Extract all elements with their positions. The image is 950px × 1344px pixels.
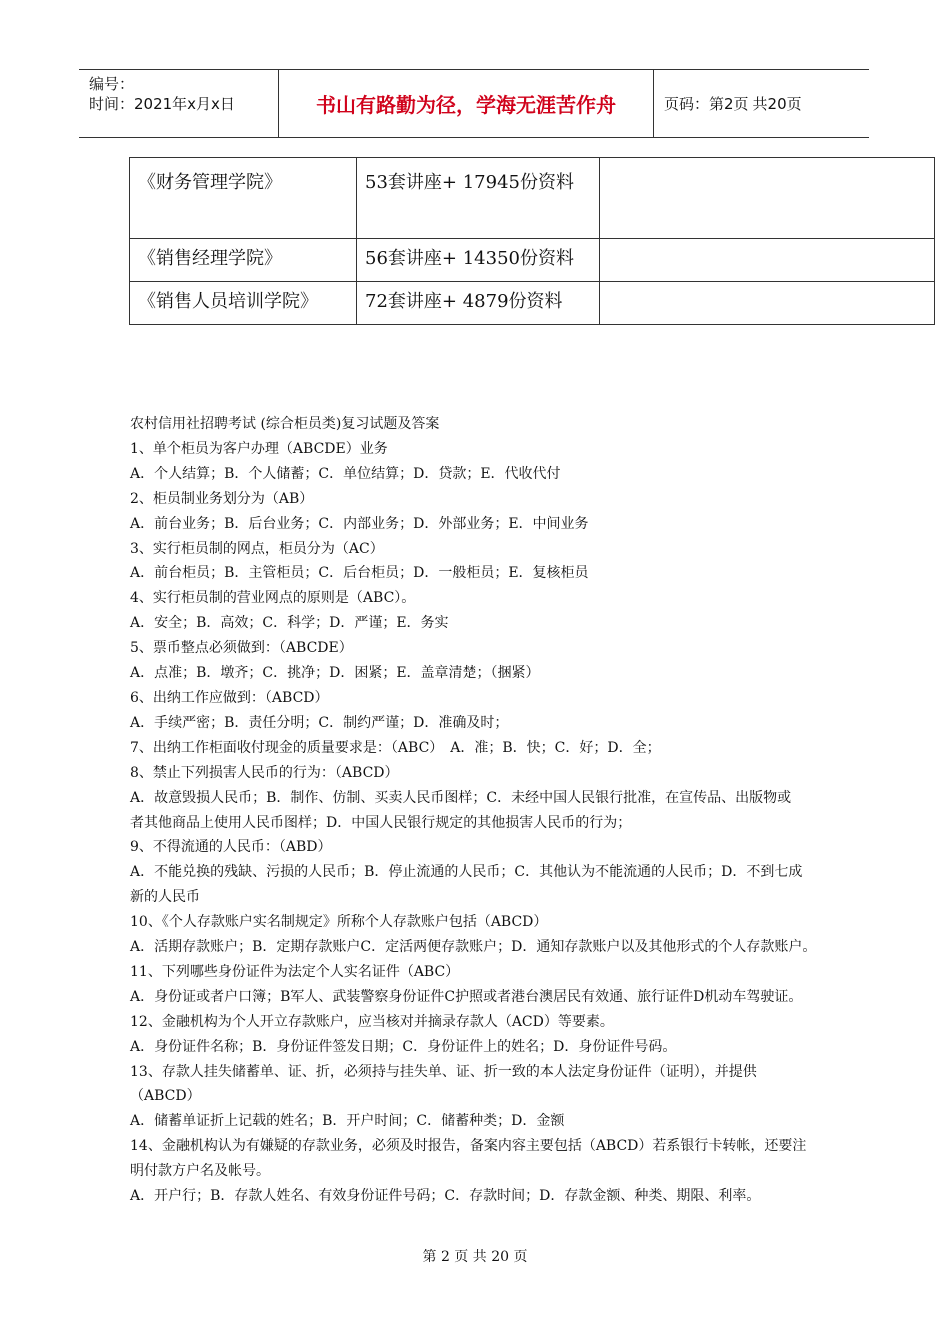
content-line: 3、实行柜员制的网点，柜员分为（AC） <box>130 540 384 557</box>
content-line: 5、票币整点必须做到：（ABCDE） <box>130 640 353 657</box>
header-motto: 书山有路勤为径，学海无涯苦作舟 <box>279 70 654 137</box>
content-line: 4、实行柜员制的营业网点的原则是（ABC）。 <box>130 590 416 607</box>
content-line: 9、不得流通的人民币：（ABD） <box>130 839 332 856</box>
table-row <box>130 282 935 325</box>
resource-name: 《财务管理学院》 <box>130 158 357 239</box>
content-line: 14、金融机构认为有嫌疑的存款业务，必须及时报告，备案内容主要包括（ABCD）若系银行卡转帐，还要注 <box>130 1138 807 1155</box>
content-line: 明付款方户名及帐号。 <box>130 1163 270 1180</box>
page-footer: 第 2 页 共 20 页 <box>422 1249 528 1265</box>
header-page-info <box>654 70 869 137</box>
content-line: 7、出纳工作柜面收付现金的质量要求是：（ABC） A．准；B．快；C．好；D．全； <box>130 739 661 756</box>
content-line: 12、金融机构为个人开立存款账户，应当核对并摘录存款人（ACD）等要素。 <box>130 1013 614 1030</box>
content-line: 1、单个柜员为客户办理（ABCDE）业务 <box>130 440 388 457</box>
content-line: 8、禁止下列损害人民币的行为：（ABCD） <box>130 764 399 781</box>
header-page-total: 共20页 <box>752 95 802 113</box>
content-line: A．点准；B．墩齐；C．挑净；D．困紧；E．盖章清楚；（捆紧） <box>130 665 540 682</box>
content-line: 6、出纳工作应做到：（ABCD） <box>130 689 329 706</box>
content-line: A．手续严密；B．责任分明；C．制约严谨；D．准确及时； <box>130 714 509 731</box>
content-line: 者其他商品上使用人民币图样；D．中国人民银行规定的其他损害人民币的行为； <box>130 814 632 831</box>
content-line: A．储蓄单证折上记载的姓名；B．开户时间；C．储蓄种类；D．金额 <box>130 1113 565 1130</box>
header-page-number: 页码：第2页 <box>664 95 749 113</box>
resource-extra <box>600 239 935 282</box>
exam-content <box>130 412 830 1209</box>
exam-title: 农村信用社招聘考试 (综合柜员类)复习试题及答案 <box>130 416 440 432</box>
header-meta <box>79 70 279 137</box>
content-line: A．身份证件名称；B．身份证件签发日期；C．身份证件上的姓名；D．身份证件号码。 <box>130 1038 677 1055</box>
content-line: 2、柜员制业务划分为（AB） <box>130 490 314 507</box>
resource-name: 《销售经理学院》 <box>130 239 357 282</box>
table-row <box>130 239 935 282</box>
content-line: A．开户行；B．存款人姓名、有效身份证件号码；C．存款时间；D．存款金额、种类、期限、利率。 <box>130 1188 761 1205</box>
content-line: A．个人结算；B．个人储蓄；C．单位结算；D．贷款；E．代收代付 <box>130 465 561 482</box>
content-line: 新的人民币 <box>130 889 200 906</box>
page-header <box>79 69 869 138</box>
resource-desc: 72套讲座+ 4879份资料 <box>357 282 600 325</box>
content-line: A．安全；B．高效；C．科学；D．严谨；E．务实 <box>130 615 449 632</box>
content-line: 13、存款人挂失储蓄单、证、折，必须持与挂失单、证、折一致的本人法定身份证件（证明），并提供 <box>130 1063 757 1080</box>
content-line: （ABCD） <box>130 1088 201 1105</box>
exam-lines <box>130 437 830 1209</box>
resource-desc: 53套讲座+ 17945份资料 <box>357 158 600 239</box>
content-line: 11、下列哪些身份证件为法定个人实名证件（ABC） <box>130 963 460 980</box>
resource-name: 《销售人员培训学院》 <box>130 282 357 325</box>
content-line: A．前台柜员；B．主管柜员；C．后台柜员；D．一般柜员；E．复核柜员 <box>130 565 589 582</box>
content-line: A．故意毁损人民币；B．制作、仿制、买卖人民币图样；C．未经中国人民银行批准，在宣传品、出版物或 <box>130 789 792 806</box>
header-time: 时间：2021年x月x日 <box>89 95 235 113</box>
resource-table <box>129 157 935 325</box>
content-line: A．前台业务；B．后台业务；C．内部业务；D．外部业务；E．中间业务 <box>130 515 589 532</box>
header-number: 编号： <box>89 75 135 93</box>
content-line: A．不能兑换的残缺、污损的人民币；B．停止流通的人民币；C．其他认为不能流通的人民币；D．不到七成 <box>130 864 803 881</box>
resource-extra <box>600 158 935 239</box>
table-row <box>130 158 935 239</box>
content-line: A．身份证或者户口簿；B军人、武装警察身份证件C护照或者港台澳居民有效通、旅行证件D机动车驾驶证。 <box>130 988 803 1005</box>
content-line: 10、《个人存款账户实名制规定》所称个人存款账户包括（ABCD） <box>130 914 548 931</box>
resource-desc: 56套讲座+ 14350份资料 <box>357 239 600 282</box>
resource-extra <box>600 282 935 325</box>
content-line: A．活期存款账户；B．定期存款账户C．定活两便存款账户；D．通知存款账户以及其他形式的个人存款账户。 <box>130 939 817 956</box>
